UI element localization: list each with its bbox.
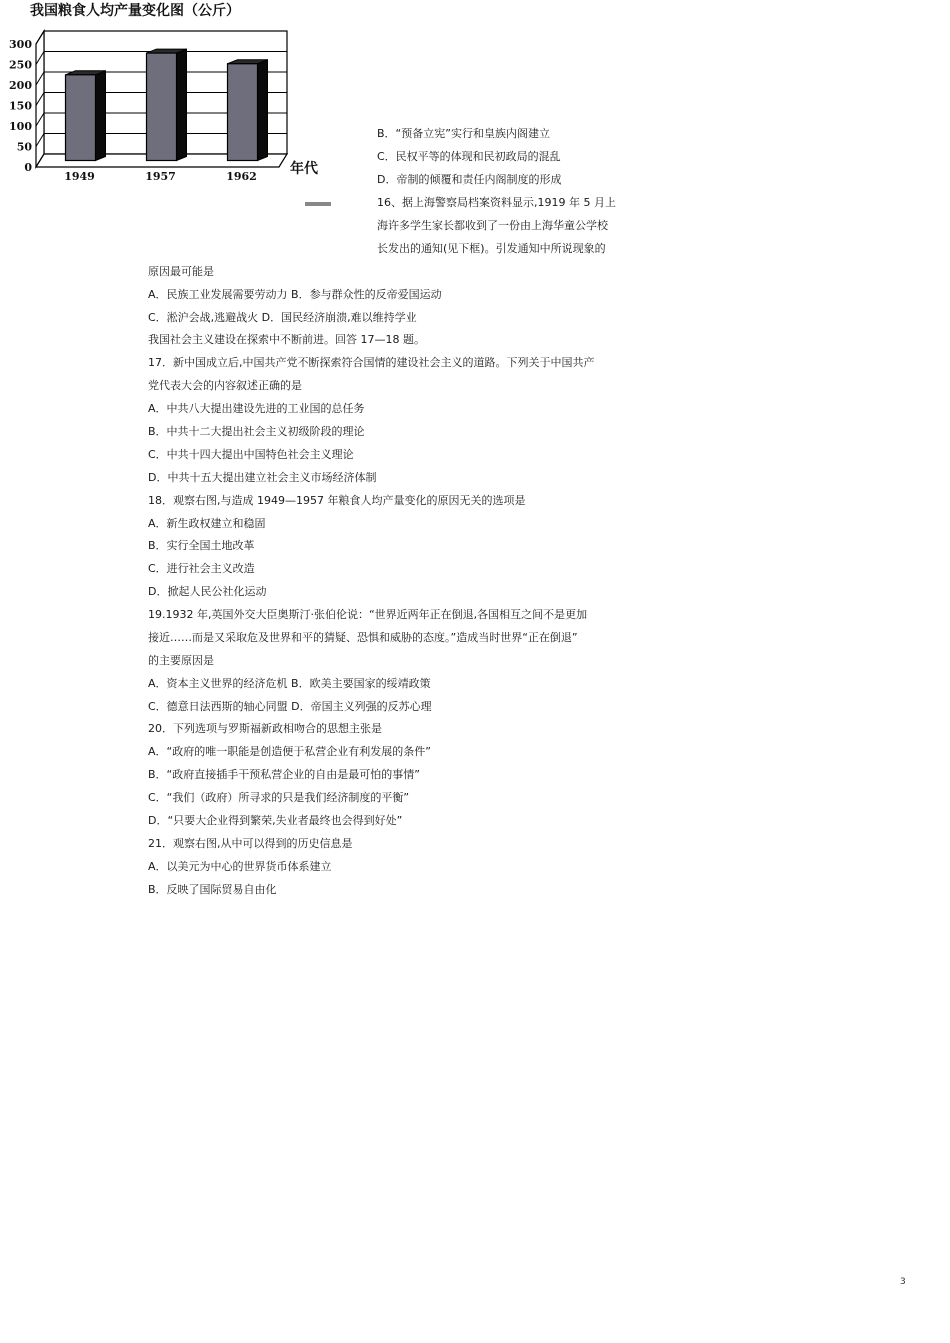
text-line: A．中共八大提出建设先进的工业国的总任务 (148, 402, 365, 415)
x-tick-label: 1949 (64, 170, 95, 183)
text-line: D．“只要大企业得到繁荣,失业者最终也会得到好处” (148, 814, 403, 827)
text-line: 我国社会主义建设在探索中不断前进。回答 17—18 题。 (148, 333, 425, 346)
text-line: A．资本主义世界的经济危机 B．欧美主要国家的绥靖政策 (148, 677, 431, 690)
separator-dash (305, 202, 331, 206)
text-line: 海许多学生家长都收到了一份由上海华童公学校 (377, 219, 608, 232)
text-line: 原因最可能是 (148, 265, 214, 278)
text-line: D．中共十五大提出建立社会主义市场经济体制 (148, 471, 377, 484)
grain-per-capita-bar-chart (0, 20, 330, 190)
text-line: A．“政府的唯一职能是创造便于私营企业有利发展的条件” (148, 745, 431, 758)
text-line: 18．观察右图,与造成 1949—1957 年粮食人均产量变化的原因无关的选项是 (148, 494, 526, 507)
x-tick-label: 1957 (145, 170, 176, 183)
text-line: C．淞沪会战,逃避战火 D．国民经济崩溃,难以维持学业 (148, 311, 417, 324)
text-line: C．进行社会主义改造 (148, 562, 255, 575)
y-tick-label: 0 (24, 161, 32, 174)
text-line: C．德意日法西斯的轴心同盟 D．帝国主义列强的反苏心理 (148, 700, 432, 713)
page-number: 3 (900, 1277, 906, 1287)
text-line: C．民权平等的体现和民初政局的混乱 (377, 150, 561, 163)
text-line: A．民族工业发展需要劳动力 B．参与群众性的反帝爱国运动 (148, 288, 442, 301)
text-line: 16、据上海警察局档案资料显示,1919 年 5 月上 (377, 196, 616, 209)
bar-1962 (228, 64, 258, 161)
text-line: 的主要原因是 (148, 654, 214, 667)
bar-side-1962 (258, 60, 268, 161)
text-line: B．实行全国土地改革 (148, 539, 255, 552)
y-tick-label: 50 (16, 140, 32, 154)
text-line: 接近……而是又采取危及世界和平的猜疑、恐惧和威胁的态度。”造成当时世界“正在倒退” (148, 631, 578, 644)
text-line: C．“我们（政府）所寻求的只是我们经济制度的平衡” (148, 791, 410, 804)
text-line: 17．新中国成立后,中国共产党不断探索符合国情的建设社会主义的道路。下列关于中国共产 (148, 356, 595, 369)
bar-side-1949 (96, 71, 106, 161)
text-line: B．“政府直接插手干预私营企业的自由是最可怕的事情” (148, 768, 420, 781)
text-line: B．中共十二大提出社会主义初级阶段的理论 (148, 425, 365, 438)
text-line: B．反映了国际贸易自由化 (148, 883, 277, 896)
text-line: 21．观察右图,从中可以得到的历史信息是 (148, 837, 353, 850)
text-line: 长发出的通知(见下框)。引发通知中所说现象的 (377, 242, 606, 255)
x-axis-label: 年代 (290, 161, 318, 177)
bar-side-1957 (177, 49, 187, 160)
text-line: A．新生政权建立和稳固 (148, 517, 266, 530)
y-tick-label: 150 (9, 99, 32, 113)
x-tick-label: 1962 (226, 170, 257, 183)
text-line: 党代表大会的内容叙述正确的是 (148, 379, 302, 392)
text-line: A．以美元为中心的世界货币体系建立 (148, 860, 332, 873)
text-line: 20．下列选项与罗斯福新政相吻合的思想主张是 (148, 722, 382, 735)
y-tick-label: 250 (9, 58, 32, 72)
text-line: B．“预备立宪”实行和皇族内阁建立 (377, 127, 550, 140)
bar-1957 (147, 53, 177, 160)
text-line: D．掀起人民公社化运动 (148, 585, 267, 598)
bar-1949 (66, 75, 96, 161)
text-line: C．中共十四大提出中国特色社会主义理论 (148, 448, 354, 461)
y-tick-label: 100 (9, 120, 32, 133)
y-tick-label: 300 (9, 38, 32, 51)
text-line: D．帝制的倾覆和责任内阁制度的形成 (377, 173, 562, 186)
text-line: 19.1932 年,英国外交大臣奥斯汀·张伯伦说：“世界近两年正在倒退,各国相互之间不是更加 (148, 608, 588, 621)
y-tick-label: 200 (9, 79, 32, 92)
chart-title: 我国粮食人均产量变化图（公斤） (30, 3, 240, 19)
